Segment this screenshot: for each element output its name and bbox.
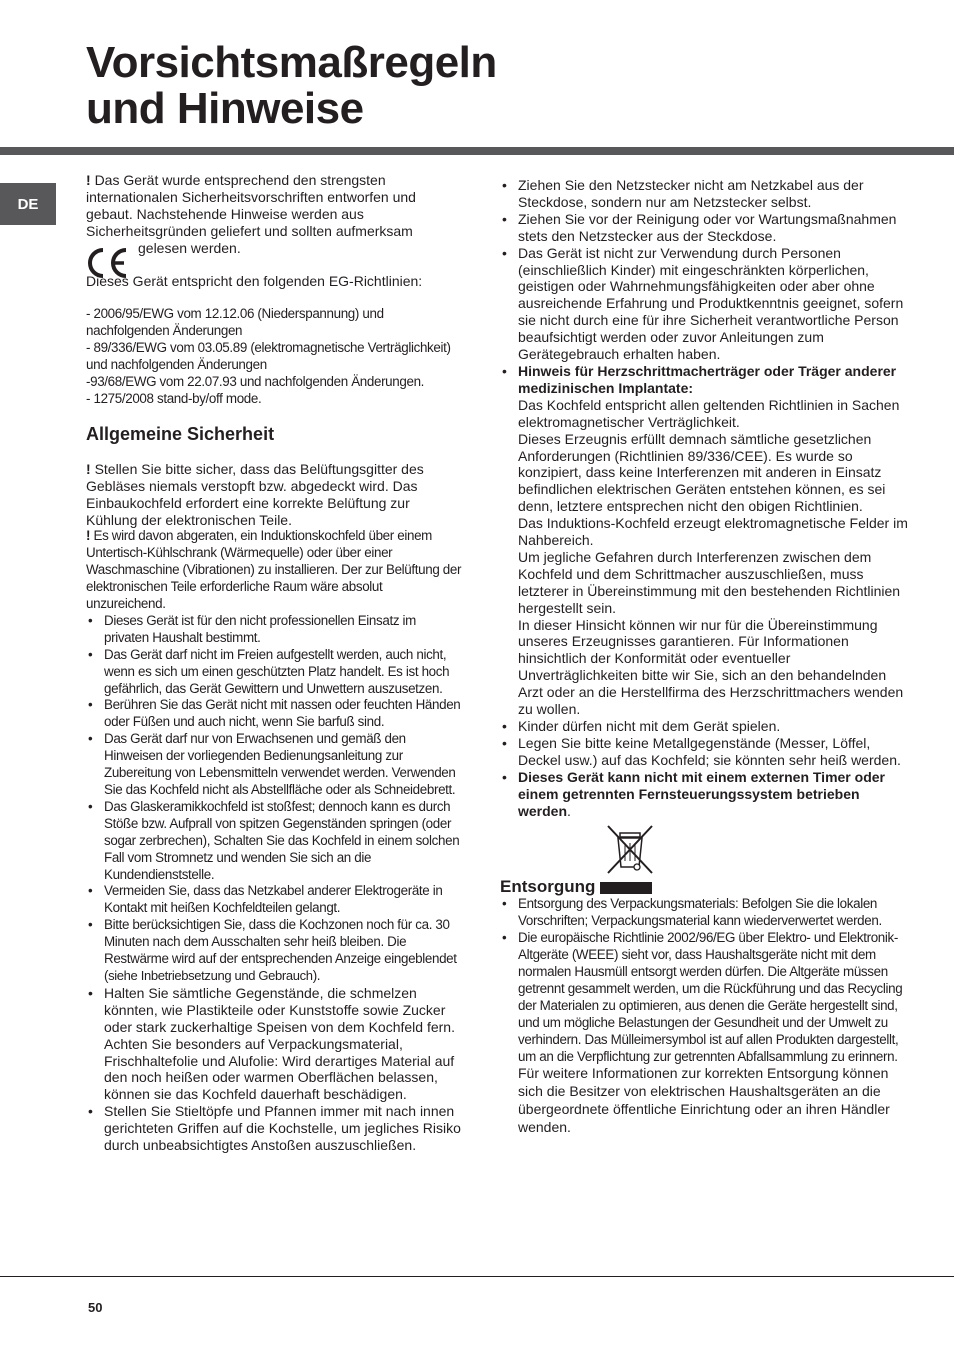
intro-paragraph: ! Das Gerät wurde entsprechend den strengsten internationalen Sicherheitsvorschriften entworfen und gebaut. Nachstehende Hinweise werden aus Sicherheitsgründen geliefert und sollten aufmerksam [86,172,416,239]
list-item: • Kinder dürfen nicht mit dem Gerät spielen. [500,718,910,735]
list-item: • Dieses Gerät ist für den nicht professionellen Einsatz im privaten Haushalt bestimmt. [86,613,464,647]
directive-item: - 89/336/EWG vom 03.05.89 (elektromagnetische Verträglichkeit) und nachfolgenden Änderungen [86,340,451,373]
ce-text: Dieses Gerät entspricht den folgenden EG-Richtlinien: [86,272,423,289]
language-tab [0,183,56,225]
title-rule [0,147,954,155]
list-item: • Legen Sie bitte keine Metallgegenstände (Messer, Löffel, Deckel usw.) auf das Kochfeld; sie könnten sehr heiß werden. [500,735,910,769]
safety-paragraph: ! Stellen Sie bitte sicher, dass das Belüftungsgitter des Gebläses niemals verstopft bzw. abgedeckt wird. Das Einbaukochfeld erfordert eine korrekte Belüftung zur Kühlung der elektronischen Teile. [86,460,424,528]
intro-read-text: gelesen werden. [138,239,241,256]
list-item: • Berühren Sie das Gerät nicht mit nassen oder feuchten Händen oder Füßen und auch nicht, wenn Sie barfuß sind. [86,697,464,731]
implant-paragraph: In dieser Hinsicht können wir nur für die Übereinstimmung unseres Erzeugnisses garantieren. Für Informationen hinsichtlich der Konformität oder eventueller Unverträglichkeiten bitte wir Sie, sich an den behandelnden Arzt oder an die Herstellfirma des Herzschrittmachers wenden zu wollen. [518,616,904,718]
left-column [86,172,464,1154]
directive-list [86,306,464,407]
crossed-out-wheelie-bin-icon [604,823,656,875]
list-item: • Dieses Gerät kann nicht mit einem externen Timer oder einem getrennten Fernsteuerungssystem betrieben werden. [500,769,910,820]
implant-paragraph: Das Kochfeld entspricht allen geltenden Richtlinien in Sachen elektromagnetischer Verträglichkeit. [518,396,900,430]
right-bullet-list [500,177,910,819]
disposal-bullet-list [500,896,910,1137]
directive-item: -93/68/EWG vom 22.07.93 und nachfolgenden Änderungen. [86,374,425,390]
implant-paragraph: Um jegliche Gefahren durch Interferenzen zwischen dem Kochfeld und dem Schrittmacher auszuschließen, muss letzterer in Übereinstimmung mit den bestehenden Richtlinien hergestellt sein. [518,548,901,616]
list-item: • Das Gerät darf nicht im Freien aufgestellt werden, auch nicht, wenn es sich um einen geschützten Platz handelt. Es ist hoch gefährlich, das Gerät Gewittern und Unwettern auszusetzen. [86,647,464,698]
list-item: • Das Gerät ist nicht zur Verwendung durch Personen (einschließlich Kinder) mit eingeschränkten körperlichen, geistigen oder Wahrnehmungsfähigkeiten oder aber ohne ausreichende Erfahrung und Produktkenntnis geeignet, sofern sie nicht durch eine für ihre Sicherheit verantwortliche Person beaufsichtigt werden oder zuvor Anleitungen zum Gerätegebrauch erhalten haben. [500,245,910,363]
page-number: 50 [88,1300,103,1315]
implant-paragraph: Dieses Erzeugnis erfüllt demnach sämtliche gesetzlichen Anforderungen (Richtlinien 89/336/CEE). Es wurde so konzipiert, dass keine Interferenzen mit anderen in Einsatz befindlichen elektrischen Geräten entstehen können, es sei denn, letztere entsprechen nicht den obigen Richtlinien. [518,430,886,515]
section-heading-general-safety: Allgemeine Sicherheit [86,423,275,444]
heading-bar [600,882,652,894]
right-column [500,177,910,1137]
footer-rule [0,1276,954,1277]
list-item [500,363,910,718]
implant-heading: Hinweis für Herzschrittmacherträger oder Träger anderer medizinischen Implantate: [518,362,897,396]
list-item: • Ziehen Sie vor der Reinigung oder vor Wartungsmaßnahmen stets den Netzstecker aus der Steckdose. [500,211,910,245]
implant-paragraph: Das Induktions-Kochfeld erzeugt elektromagnetische Felder im Nahbereich. [518,515,908,549]
safety-paragraph: ! Es wird davon abgeraten, ein Induktionskochfeld über einem Untertisch-Kühlschrank (Wärmequelle) oder über einer Waschmaschine (Vibrationen) zu installieren. Der zur Belüftung der elektronischen Teile erforderliche Raum wäre absolut unzureichend. [86,528,462,612]
list-item: • Die europäische Richtlinie 2002/96/EG über Elektro- und Elektronik-Altgeräte (WEEE) sieht vor, dass Haushaltsgeräte nicht mit dem normalen Hausmüll entsorgt werden dürfen. Die Altgeräte müssen getrennt gesammelt werden, um die Rückführung und das Recycling der Materialen zu optimieren, aus denen die Geräte hergestellt sind, und um mögliche Belastungen der Gesundheit und der Umwelt zu verhindern. Das Mülleimersymbol ist auf allen Produkten dargestellt, um an die Verpflichtung zur getrennten Abfallsammlung zu erinnern. Für weitere Informationen zur korrekten Entsorgung können sich die Besitzer von elektrischen Haushaltsgeräten an die übergeordnete öffentliche Einrichtung oder an ihren Händler wenden. [500,930,910,1137]
list-item: • Das Gerät darf nur von Erwachsenen und gemäß den Hinweisen der vorliegenden Bedienungsanleitung zur Zubereitung von Lebensmitteln verwendet werden. Verwenden Sie das Kochfeld nicht als Abstellfläche oder als Schneidebrett. [86,731,464,799]
list-item: • Entsorgung des Verpackungsmaterials: Befolgen Sie die lokalen Vorschriften; Verpackungsmaterial kann wiederverwertet werden. [500,896,910,930]
ce-mark-icon [86,246,130,280]
list-item: • Vermeiden Sie, dass das Netzkabel anderer Elektrogeräte in Kontakt mit heißen Kochfeldteilen gelangt. [86,883,464,917]
directive-item: - 1275/2008 stand-by/off mode. [86,390,262,406]
list-item: • Halten Sie sämtliche Gegenstände, die schmelzen könnten, wie Plastikteile oder Kunststoffe sowie Zucker oder stark zuckerhaltige Speisen von dem Kochfeld fern. Achten Sie besonders auf Verpackungsmaterial, Frischhaltefolie und Alufolie: Wird derartiges Material auf den noch heißen oder warmen Oberflächen belassen, können sie das Kochfeld dauerhaft beschädigen. [86,985,464,1103]
section-heading-disposal: Entsorgung [500,879,910,896]
directive-item: - 2006/95/EWG vom 12.12.06 (Niederspannung) und nachfolgenden Änderungen [86,306,384,339]
list-item: • Bitte berücksichtigen Sie, dass die Kochzonen noch für ca. 30 Minuten nach dem Ausschalten sehr heiß bleiben. Die Restwärme wird auf der entsprechenden Anzeige eingeblendet (siehe Inbetriebsetzung und Gebrauch). [86,917,464,985]
ce-conformity [86,240,464,290]
list-item: • Stellen Sie Stieltöpfe und Pfannen immer mit nach innen gerichteten Griffen auf die Kochstelle, um jegliches Risiko durch unbeabsichtigtes Anstoßen auszuschließen. [86,1103,464,1154]
language-label: DE [17,195,39,213]
cross-reference: siehe Inbetriebsetzung und Gebrauch [108,967,313,983]
safety-bullet-list [86,613,464,985]
list-item: • Das Glaskeramikkochfeld ist stoßfest; dennoch kann es durch Stöße bzw. Aufprall von spitzen Gegenständen springen (oder sogar zerbrechen), Schalten Sie das Kochfeld in einem solchen Fall vom Stromnetz und wenden Sie sich an die Kundendienststelle. [86,799,464,884]
safety-bullet-list-2 [86,985,464,1154]
page-title: Vorsichtsmaßregeln und Hinweise [86,38,497,133]
list-item: • Ziehen Sie den Netzstecker nicht am Netzkabel aus der Steckdose, sondern nur am Netzstecker selbst. [500,177,910,211]
